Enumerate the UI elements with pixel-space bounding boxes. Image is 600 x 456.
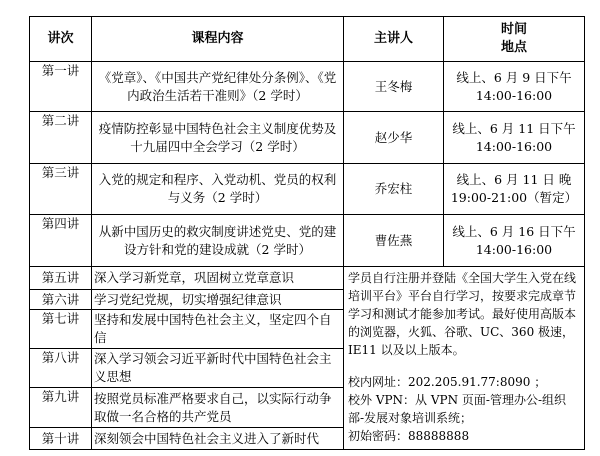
time-date: 线上、6 月 16 日下午 — [452, 223, 576, 239]
notes-campus-url: 校内网址：202.205.91.77:8090 ； — [348, 375, 547, 389]
header-session: 讲次 — [30, 17, 92, 62]
table-row — [30, 267, 585, 290]
header-time-location — [444, 17, 585, 62]
session-label: 第二讲 — [30, 112, 92, 164]
time-range: 14:00-16:00 — [475, 138, 553, 154]
session-label: 第六讲 — [30, 290, 92, 310]
table-header-row — [30, 17, 585, 62]
course-content: 深入学习新党章，巩固树立党章意识 — [92, 267, 344, 290]
time-location — [444, 164, 585, 215]
course-content: 深刻领会中国特色社会主义进入了新时代 — [92, 428, 344, 450]
course-content: 深入学习领会习近平新时代中国特色社会主义思想 — [92, 349, 344, 388]
course-content: 学习党纪党规，切实增强纪律意识 — [92, 290, 344, 310]
time-date: 线上、6 月 11 日 晚 — [456, 172, 572, 187]
header-time: 时间 — [500, 22, 527, 37]
session-label: 第七讲 — [30, 310, 92, 349]
course-content: 入党的规定和程序、入党动机、党员的权利与义务（2 学时） — [92, 164, 344, 215]
time-range: 14:00-16:00 — [475, 241, 553, 257]
course-content: 疫情防控彰显中国特色社会主义制度优势及十九届四中全会学习（2 学时） — [92, 112, 344, 164]
course-content: 按照党员标准严格要求自己，以实际行动争取做一名合格的共产党员 — [92, 388, 344, 428]
course-schedule-table — [29, 16, 585, 450]
session-label: 第十讲 — [30, 428, 92, 450]
notes-password: 初始密码：88888888 — [348, 429, 470, 443]
notes-intro: 学员自行注册并登陆《全国大学生入党在线培训平台》平台自行学习，按要求完成章节学习和测试才能参加考试。最好使用高版本的浏览器，火狐、谷歌、UC、360 极速，IE11 以及以上版本。 — [348, 271, 577, 357]
header-speaker: 主讲人 — [344, 17, 444, 62]
course-content: 从新中国历史的救灾制度讲述党史、党的建设方针和党的建设成就（2 学时） — [92, 215, 344, 267]
time-date: 线上、6 月 11 日下午 — [452, 120, 576, 136]
header-content: 课程内容 — [92, 17, 344, 62]
time-date: 线上、6 月 9 日下午 — [456, 69, 572, 85]
header-location: 地点 — [500, 40, 527, 55]
course-content: 坚持和发展中国特色社会主义，坚定四个自信 — [92, 310, 344, 349]
speaker-name: 曹佐燕 — [344, 215, 444, 267]
self-study-notes — [344, 267, 585, 450]
session-label: 第八讲 — [30, 349, 92, 388]
time-location — [444, 215, 585, 267]
notes-vpn: 校外 VPN：从 VPN 页面-管理办公-组织部-发展对象培训系统； — [348, 393, 567, 425]
speaker-name: 乔宏柱 — [344, 164, 444, 215]
session-label: 第五讲 — [30, 267, 92, 290]
session-label: 第四讲 — [30, 215, 92, 267]
speaker-name: 王冬梅 — [344, 62, 444, 112]
speaker-name: 赵少华 — [344, 112, 444, 164]
time-location — [444, 62, 585, 112]
session-label: 第一讲 — [30, 62, 92, 112]
table-row — [30, 164, 585, 215]
session-label: 第九讲 — [30, 388, 92, 428]
table-row — [30, 215, 585, 267]
course-content: 《党章》、《中国共产党纪律处分条例》、《党内政治生活若干准则》（2 学时） — [92, 62, 344, 112]
time-location — [444, 112, 585, 164]
table-row — [30, 62, 585, 112]
time-range: 14:00-16:00 — [475, 87, 553, 103]
time-range: 19:00-21:00（暂定） — [450, 190, 578, 205]
session-label: 第三讲 — [30, 164, 92, 215]
table-row — [30, 112, 585, 164]
